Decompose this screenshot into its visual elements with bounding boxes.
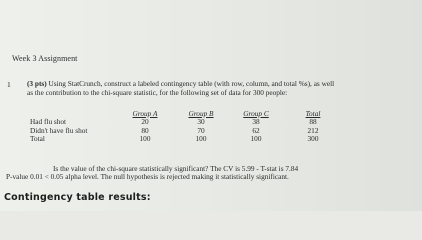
- table-cell: 300: [307, 134, 319, 144]
- table-cell: 100: [250, 134, 262, 144]
- table-row: [30, 127, 342, 135]
- question-text-line1: Using StatCrunch, construct a labeled contingency table (with row, column, and total %s), as well: [48, 79, 335, 88]
- table-cell: 70: [197, 125, 205, 135]
- row-label: Didn't have flu shot: [30, 125, 88, 135]
- table-cell: 80: [141, 125, 149, 135]
- table-header-group-b: Group B: [188, 109, 214, 118]
- question-points: (3 pts): [27, 79, 47, 88]
- table-header-group-c: Group C: [243, 109, 269, 118]
- table-cell: 38: [252, 117, 260, 127]
- table-cell: 62: [252, 125, 260, 135]
- question-number: 1: [7, 80, 11, 89]
- table-cell: 20: [141, 117, 149, 127]
- table-cell: 100: [195, 134, 207, 144]
- table-cell: 100: [139, 134, 151, 144]
- table-header-group-a: Group A: [132, 109, 158, 118]
- table-row: [30, 135, 342, 143]
- table-cell: 30: [197, 117, 205, 127]
- question-text: [27, 80, 415, 97]
- table-cell: 88: [309, 117, 317, 127]
- assignment-title: Week 3 Assignment: [12, 54, 78, 63]
- row-label: Had flu shot: [30, 117, 67, 127]
- table-header-row: [30, 110, 342, 118]
- results-heading: Contingency table results:: [4, 192, 151, 203]
- table-cell: 212: [307, 125, 319, 135]
- row-label: Total: [30, 134, 45, 144]
- question-text-line2: as the contribution to the chi-square statistic, for the following set of data for 300 people:: [27, 87, 288, 97]
- answer-line-1: Is the value of the chi-square statistically significant? The CV is 5.99 - T-stat is 7.84: [53, 164, 299, 173]
- table-header-total: Total: [305, 109, 321, 118]
- answer-line-2: P-value 0.01 < 0.05 alpha level. The null hypothesis is rejected making it statistically significant.: [6, 172, 289, 181]
- contingency-data-table: [30, 110, 342, 144]
